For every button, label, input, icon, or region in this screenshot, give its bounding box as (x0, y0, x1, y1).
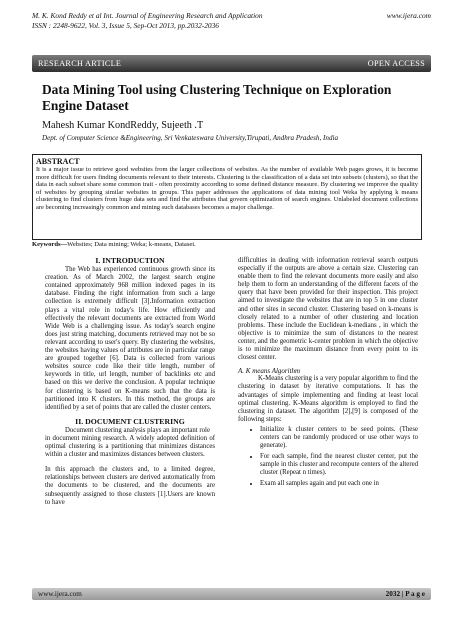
list-item: • Initialize k cluster centers to be seed points. (These centers can be randomly produced or use other ways to generate). (260, 426, 418, 450)
journal-citation: M. K. Kond Reddy et al Int. Journal of Engineering Research and Application (32, 11, 263, 20)
authors: Mahesh Kumar KondReddy, Sujeeth .T (42, 120, 204, 131)
research-article-label: RESEARCH ARTICLE (38, 59, 122, 68)
journal-website[interactable]: www.ijera.com (386, 11, 431, 20)
list-item: • For each sample, find the nearest cluster center, put the sample in this cluster and recompute centers of the altered cluster (Repeat n times). (260, 453, 418, 477)
keywords-label: Keywords— (32, 241, 68, 248)
abstract-box (32, 154, 422, 240)
issn-line: ISSN : 2248-9622, Vol. 3, Issue 5, Sep-Oct 2013, pp.2032-2036 (32, 21, 220, 30)
keywords-text: Websites; Data mining; Weka; k-means, Dataset. (67, 241, 196, 248)
right-paragraph-1: difficulties in dealing with information retrieval search outputs especially if the outputs are above a certain size. Clustering can enable them to find the relevant documents more easily and also help them to form an understanding of the different facets of the query that have been provided for their inspection. This project aimed to investigate the websites that are in top 5 in one cluster and other sites in second cluster. Clustering based on k-means is closely related to a number of other clustering and location problems. These include the Euclidean k-medians , in which the objective is to minimize the sum of distances to the nearest center, and the geometric k-center problem in which the objective is to minimize the maximum distance from every point to its closest center. (238, 257, 418, 362)
page-number: 2032 | P a g e (385, 590, 425, 598)
kmeans-paragraph: K-Means clustering is a very popular algorithm to find the clustering in dataset by iterative computations. It has the advantages of simple implementing and finding at least local optimal clustering. K-Means algorithm is employed to find the clustering in dataset. The algorithm [2],[9] is composed of the following steps: (238, 375, 418, 423)
section-document-clustering-heading: II. DOCUMENT CLUSTERING (75, 416, 185, 426)
clustering-paragraph-cont: in document mining research. A widely adopted definition of optimal clustering is a partitioning that minimizes distances within a cluster and maximizes distances between clusters. (45, 434, 215, 459)
left-column (45, 257, 215, 507)
keywords (32, 241, 196, 248)
algorithm-steps-list (238, 426, 418, 489)
article-banner (32, 55, 431, 72)
section-introduction-heading: I. INTRODUCTION (95, 256, 165, 265)
open-access-label: OPEN ACCESS (367, 59, 425, 68)
clustering-paragraph-2: In this approach the clusters and, to a limited degree, relationships between clusters are derived automatically from the documents to be clustered, and the documents are subsequently assigned to those clusters [1].Users are known to have (45, 466, 215, 506)
page-header (32, 11, 431, 31)
footer-website[interactable]: www.ijera.com (38, 590, 82, 598)
paper-title: Data Mining Tool using Clustering Technique on Exploration Engine Dataset (42, 82, 392, 113)
abstract-text: It is a major issue to retrieve good websites from the larger collections of websites. As the number of available Web pages grows, it is become more difficult for users finding documents relevant to their interests. Clustering is the classification of a data set into subsets (clusters), so that the data in each subset share some common trait - often proximity according to some defined distance measure. By clustering we improve the quality of websites by grouping similar websites in groups. This paper addresses the applications of data mining tool Weka by applying k means clustering to find clusters from huge data sets and find the attributes that govern optimization of search engines. Unlabeled document collections are becoming increasingly common and mining such databases becomes a major challenge. (36, 166, 418, 211)
list-item: • Exam all samples again and put each one in (260, 480, 418, 488)
right-column (238, 257, 418, 492)
clustering-paragraph-start: Document clustering analysis plays an important role (65, 426, 210, 434)
kmeans-subheading: A. K means Algorithm (238, 367, 301, 376)
introduction-paragraph: The Web has experienced continuous growth since its creation. As of March 2002, the largest search engine contained approximately 968 million indexed pages in its database. Finding the right information from such a large collection is extremely difficult [3].Information extraction plays a vital role in today's life. How efficiently and effectively the relevant documents are extracted from World Wide Web is a challenging issue. As today's search engine does just string matching, documents retrieved may not be so relevant according to user's query. By clustering the websites, the websites having values of attributes are in particular range are grouped together [6]. Data is collected from various websites source code like their title length, number of keywords in title, url length, number of backlinks etc and based on this we derive the conclusion. A popular technique for clustering is based on K-means such that the data is partitioned into K clusters. In this method, the groups are identified by a set of points that are called the cluster centers. (45, 266, 215, 411)
page-footer (32, 588, 431, 600)
affiliation: Dept. of Computer Science &Engineering, Sri Venkateswara University,Tirupati, Andhra Pradesh, India (42, 134, 339, 142)
abstract-heading: ABSTRACT (36, 157, 80, 166)
